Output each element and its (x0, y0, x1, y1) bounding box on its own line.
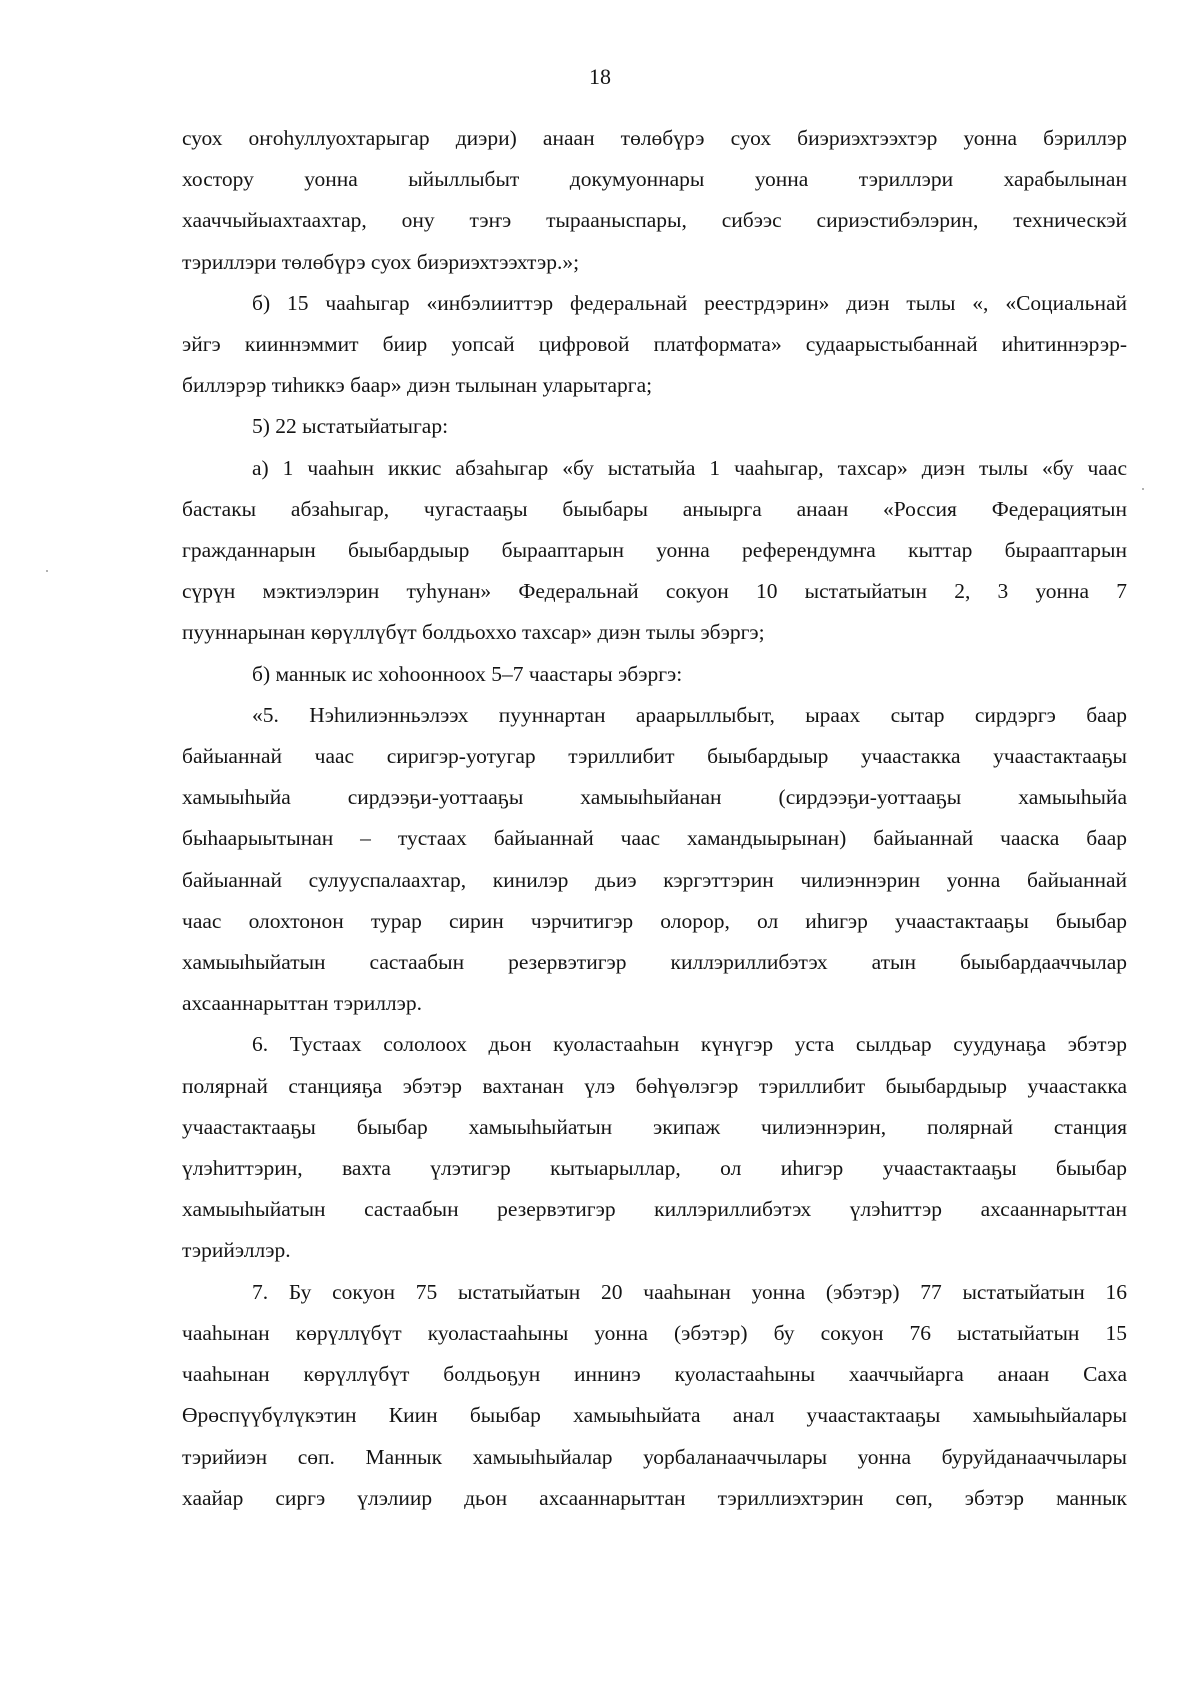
text-line: пууннарынан көрүллүбүт болдьоххо тахсар» диэн тылы эбэргэ; (182, 620, 765, 645)
text-line: хаайар сиргэ үлэлиир дьон ахсааннарыттан тэриллиэхтэрин сөп, эбэтэр маннык (182, 1485, 1127, 1510)
page-number: 18 (589, 64, 611, 89)
text-line: эйгэ кииннэммит биир уопсай цифровой платформата» судаарыстыбаннай иһитиннэрэр- (182, 332, 1127, 357)
text-line: 5) 22 ыстатыйатыгар: (252, 414, 449, 439)
text-line: гражданнарын быыбардыыр бырааптарын уонна референдумҥа кыттар бырааптарын (182, 538, 1127, 563)
text-line: чааһынан көрүллүбүт болдьоҕун иннинэ куоластааһыны хааччыйарга анаан Саха (182, 1362, 1127, 1387)
text-line: «5. Нэһилиэнньэлээх пууннартан араарыллыбыт, ыраах сытар сирдэргэ баар (252, 702, 1127, 727)
text-line: б) 15 чааһыгар «инбэлииттэр федеральнай реестрдэрин» диэн тылы «, «Социальнай (252, 290, 1127, 315)
text-line: учаастактааҕы быыбар хамыыһыйатын экипаж чилиэннэрин, полярнай станция (182, 1114, 1127, 1139)
text-line: сүрүн мэктиэлэрин туһунан» Федеральнай сокуон 10 ыстатыйатын 2, 3 уонна 7 (182, 579, 1127, 604)
text-line: чаас олохтонон турар сирин чэрчитигэр олорор, ол иһигэр учаастактааҕы быыбар (182, 908, 1127, 933)
text-line: хамыыһыйатын састаабын резервэтигэр киллэриллибэтэх үлэһиттэр ахсааннарыттан (182, 1197, 1127, 1222)
text-line: бастакы абзаһыгар, чугастааҕы быыбары аныырга анаан «Россия Федерациятын (182, 496, 1127, 521)
text-line: хамыыһыйа сирдээҕи-уоттааҕы хамыыһыйанан (сирдээҕи-уоттааҕы хамыыһыйа (182, 785, 1127, 810)
text-line: ахсааннарыттан тэриллэр. (182, 991, 423, 1016)
text-line: Өрөспүүбүлүкэтин Киин быыбар хамыыһыйата анал учаастактааҕы хамыыһыйалары (182, 1403, 1127, 1428)
document-body (182, 118, 1127, 1519)
text-line: 7. Бу сокуон 75 ыстатыйатын 20 чааһынан уонна (эбэтэр) 77 ыстатыйатын 16 (252, 1279, 1127, 1304)
scan-speck (1142, 488, 1144, 490)
scan-speck (46, 570, 48, 572)
text-line: тэрийэллэр. (182, 1238, 291, 1263)
text-line: тэрийиэн сөп. Маннык хамыыһыйалар уорбаланааччылары уонна буруйданааччылары (182, 1444, 1127, 1469)
text-line: суох оҥоһуллуохтарыгар диэри) анаан төлөбүрэ суох биэриэхтээхтэр уонна бэриллэр (182, 126, 1127, 150)
text-line: хамыыһыйатын састаабын резервэтигэр киллэриллибэтэх атын быыбардааччылар (182, 950, 1127, 975)
text-line: тэриллэри төлөбүрэ суох биэриэхтээхтэр.»; (182, 249, 580, 274)
text-line: а) 1 чааһын иккис абзаһыгар «бу ыстатыйа 1 чааһыгар, тахсар» диэн тылы «бу чаас (252, 455, 1127, 480)
text-line: хааччыйыахтаахтар, ону тэҥэ тырааныспары, сибээс сириэстибэлэрин, техническэй (182, 208, 1127, 233)
text-line: 6. Тустаах сололоох дьон куоластааһын күнүгэр уста сылдьар суудунаҕа эбэтэр (252, 1032, 1127, 1057)
text-line: үлэһиттэрин, вахта үлэтигэр кытыарыллар, ол иһигэр учаастактааҕы быыбар (182, 1156, 1127, 1181)
text-line: биллэрэр тиһиккэ баар» диэн тылынан уларытарга; (182, 373, 653, 398)
text-line: чааһынан көрүллүбүт куоластааһыны уонна (эбэтэр) бу сокуон 76 ыстатыйатын 15 (182, 1320, 1127, 1345)
text-line: хостору уонна ыйыллыбыт докумуоннары уонна тэриллэри харабылынан (182, 167, 1127, 192)
text-line: б) маннык ис хоһоонноох 5–7 чаастары эбэргэ: (252, 661, 683, 686)
text-line: байыаннай сулууспалаахтар, кинилэр дьиэ кэргэттэрин чилиэннэрин уонна байыаннай (182, 867, 1127, 892)
text-line: байыаннай чаас сиригэр-уотугар тэриллибит быыбардыыр учаастакка учаастактааҕы (182, 744, 1127, 769)
text-line: полярнай станцияҕа эбэтэр вахтанан үлэ бөһүөлэгэр тэриллибит быыбардыыр учаастакка (182, 1073, 1127, 1098)
text-line: быһаарыытынан – тустаах байыаннай чаас хамандыырынан) байыаннай чааска баар (182, 826, 1127, 851)
